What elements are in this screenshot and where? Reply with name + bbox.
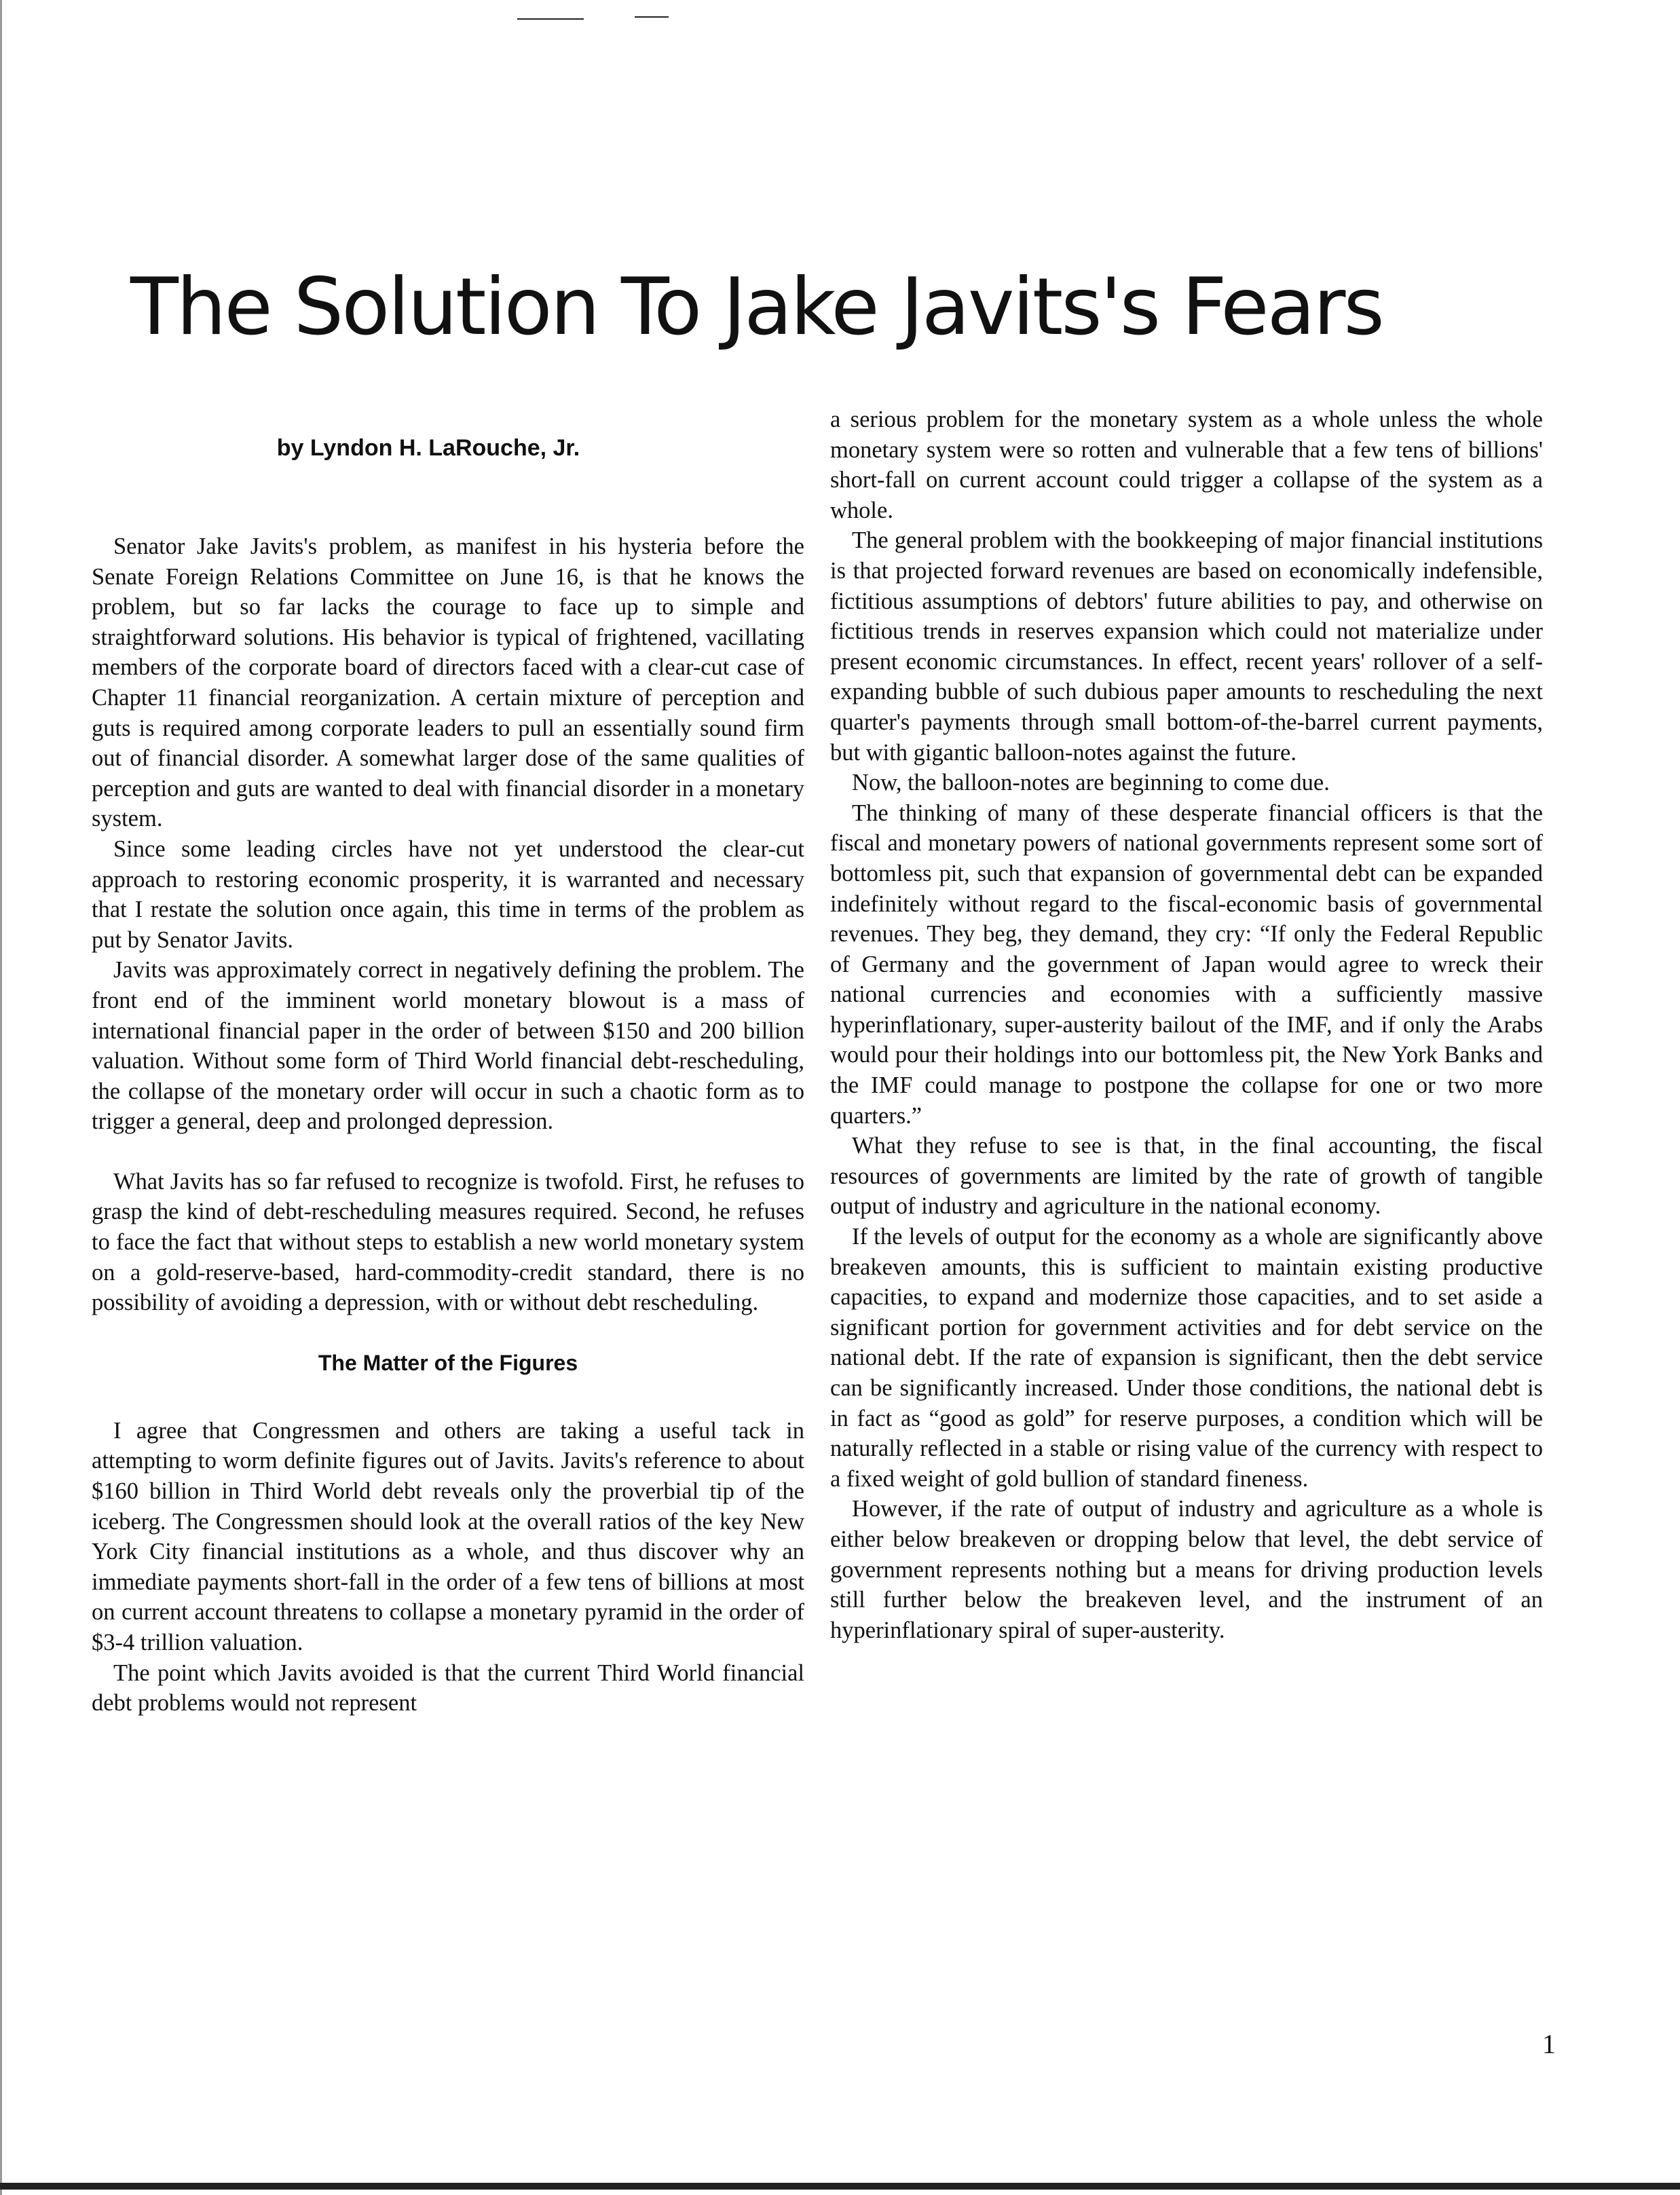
paragraph: The general problem with the bookkeeping of major financial institutions is that projected forward revenues are based on economically indefensible, fictitious assumptions of debtors' future abilities to pay, and otherwise on fictitious trends in reserves expansion which could not materialize under present economic circumstances. In effect, recent years' rollover of a self-expanding bubble of such dubious paper amounts to rescheduling the next quarter's payments through small bottom-of-the-barrel current payments, but with gigantic balloon-notes against the future. [830, 527, 1543, 766]
paragraph: The thinking of many of these desperate financial officers is that the fiscal and monetary powers of national governments represent some sort of bottomless pit, such that expansion of governmental debt can be expanded indefinitely without regard to the fiscal-economic basis of governmental revenues. They beg, they demand, they cry: “If only the Federal Republic of Germany and the government of Japan would agree to wreck their national currencies and economies with a sufficiently massive hyperinflationary, super-austerity bailout of the IMF, and if only the Arabs would pour their holdings into our bottomless pit, the New York Banks and the IMF could manage to postpone the collapse for one or two more quarters.” [830, 800, 1543, 1129]
paragraph: Now, the balloon-notes are beginning to come due. [852, 770, 1330, 796]
paragraph: What Javits has so far refused to recognize is twofold. First, he refuses to grasp the kind of debt-rescheduling measures required. Second, he refuses to face the fact that without steps to establish a new world monetary system on a gold-reserve-based, hard-commodity-credit standard, there is no possibility of avoiding a depression, with or without debt rescheduling. [92, 1168, 804, 1316]
left-column [92, 531, 804, 1719]
right-column [830, 405, 1543, 1645]
paragraph: a serious problem for the monetary system as a whole unless the whole monetary system were so rotten and vulnerable that a few tens of billions' short-fall on current account could trigger a collapse of the system as a whole. [830, 407, 1543, 523]
article-title: The Solution To Jake Javits's Fears [130, 261, 1383, 353]
scan-mark-top-small [635, 16, 669, 18]
paragraph: If the levels of output for the economy as a whole are significantly above breakeven amounts, this is sufficient to maintain existing productive capacities, to expand and modernize those capacities, and to set aside a significant portion for government activities and for debt service on the national debt. If the rate of expansion is significant, then the debt service can be significantly increased. Under those conditions, the national debt is in fact as “good as gold” for reserve purposes, a condition which will be naturally reflected in a stable or rising value of the currency with respect to a fixed weight of gold bullion of standard fineness. [830, 1224, 1543, 1492]
paragraph: Senator Jake Javits's problem, as manifest in his hysteria before the Senate Foreign Relations Committee on June 16, is that he knows the problem, but so far lacks the courage to face up to simple and straightforward solutions. His behavior is typical of frightened, vacillating members of the corporate board of directors faced with a clear-cut case of Chapter 11 financial reorganization. A certain mixture of perception and guts is required among corporate leaders to pull an essentially sound firm out of financial disorder. A somewhat larger dose of the same qualities of perception and guts are wanted to deal with financial disorder in a monetary system. [92, 533, 804, 832]
paragraph: Since some leading circles have not yet understood the clear-cut approach to restoring economic prosperity, it is warranted and necessary that I restate the solution once again, this time in terms of the problem as put by Senator Javits. [92, 836, 804, 953]
scan-edge-bottom [0, 2183, 1680, 2190]
paragraph: However, if the rate of output of industry and agriculture as a whole is either below breakeven or dropping below that level, the debt service of government represents nothing but a means for driving production levels still further below the breakeven level, and the instrument of an hyperinflationary spiral of super-austerity. [830, 1496, 1543, 1643]
section-subheading: The Matter of the Figures [318, 1350, 578, 1375]
paragraph: Javits was approximately correct in negatively defining the problem. The front end of the imminent world monetary blowout is a mass of international financial paper in the order of between $150 and 200 billion valuation. Without some form of Third World financial debt-rescheduling, the collapse of the monetary order will occur in such a chaotic form as to trigger a general, deep and prolonged depression. [92, 957, 804, 1135]
byline: by Lyndon H. LaRouche, Jr. [276, 435, 580, 461]
paragraph: What they refuse to see is that, in the final accounting, the fiscal resources of governments are limited by the rate of growth of tangible output of industry and agriculture in the national economy. [830, 1133, 1543, 1220]
paragraph: The point which Javits avoided is that the current Third World financial debt problems would not represent [92, 1659, 804, 1716]
page-number: 1 [1542, 2029, 1556, 2059]
scan-mark-top [517, 18, 584, 20]
scan-edge-left [0, 0, 2, 2195]
paragraph: I agree that Congressmen and others are taking a useful tack in attempting to worm definite figures out of Javits. Javits's reference to about $160 billion in Third World debt reveals only the proverbial tip of the iceberg. The Congressmen should look at the overall ratios of the key New York City financial institutions as a whole, and thus discover why an immediate payments short-fall in the order of a few tens of billions at most on current account threatens to collapse a monetary pyramid in the order of $3-4 trillion valuation. [92, 1417, 804, 1655]
